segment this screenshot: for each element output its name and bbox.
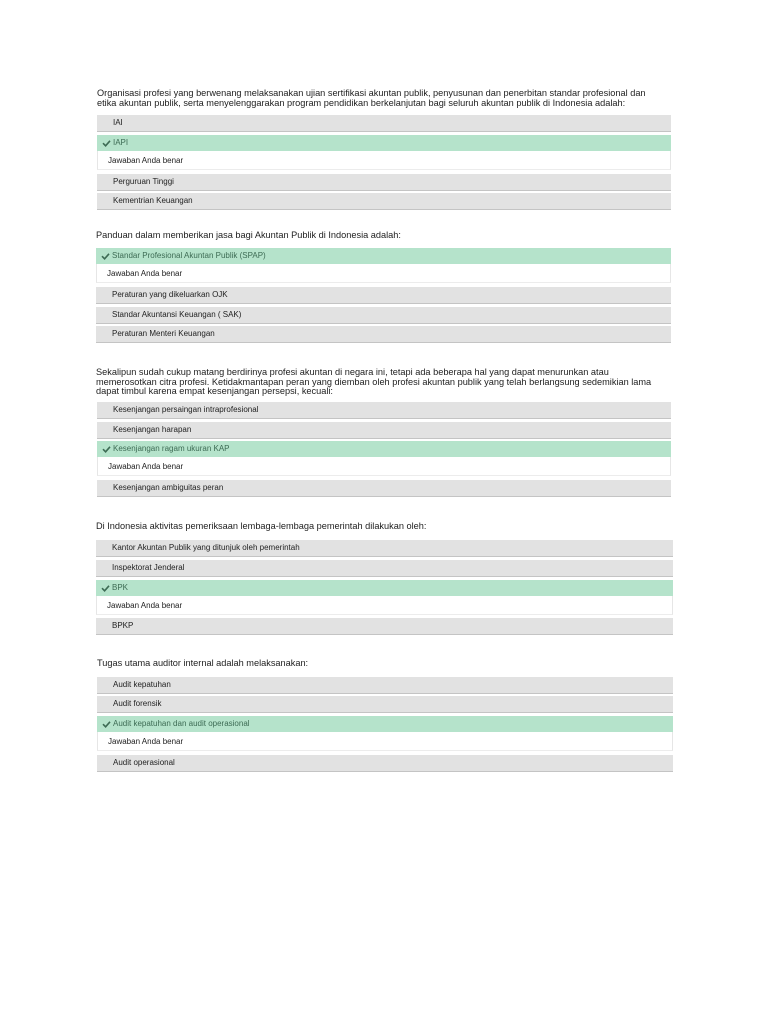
answer-option-correct[interactable] xyxy=(97,716,673,732)
answer-option[interactable]: Peraturan Menteri Keuangan xyxy=(96,326,671,342)
answer-label: Kesenjangan ragam ukuran KAP xyxy=(113,444,230,453)
checkmark-icon xyxy=(101,580,110,596)
answer-option[interactable]: Kesenjangan harapan xyxy=(97,422,671,438)
feedback-message: Jawaban Anda benar xyxy=(97,457,671,476)
checkmark-icon xyxy=(101,248,110,264)
answer-label: BPK xyxy=(112,583,129,592)
answer-option[interactable]: Kesenjangan persaingan intraprofesional xyxy=(97,402,671,418)
answer-option[interactable]: Audit kepatuhan xyxy=(97,677,673,693)
answer-option[interactable]: Standar Akuntansi Keuangan ( SAK) xyxy=(96,307,671,323)
answer-option[interactable]: Inspektorat Jenderal xyxy=(96,560,673,576)
checkmark-icon xyxy=(102,135,111,151)
question-text: Sekalipun sudah cukup matang berdirinya profesi akuntan di negara ini, tetapi ada beberapa hal yang dapat menurunkan atau memerosotkan citra profesi. Ketidakmantapan peran yang diemban oleh profesi akuntan publik yang telah berlangsung sedemikian lama dapat timbul karena empat kesenjangan persepsi, kecuali: xyxy=(96,367,652,396)
question-text: Tugas utama auditor internal adalah melaksanakan: xyxy=(97,658,309,668)
answer-option-correct[interactable] xyxy=(97,441,671,457)
question-text: Panduan dalam memberikan jasa bagi Akuntan Publik di Indonesia adalah: xyxy=(96,230,401,240)
checkmark-icon xyxy=(102,441,111,457)
feedback-message: Jawaban Anda benar xyxy=(96,596,673,615)
answer-option-correct[interactable] xyxy=(97,135,671,151)
answer-option-correct[interactable] xyxy=(96,580,673,596)
question-text: Di Indonesia aktivitas pemeriksaan lembaga-lembaga pemerintah dilakukan oleh: xyxy=(96,521,427,531)
answer-label: Audit kepatuhan dan audit operasional xyxy=(113,719,250,728)
answer-option[interactable]: Perguruan Tinggi xyxy=(97,174,671,190)
feedback-message: Jawaban Anda benar xyxy=(97,151,671,170)
feedback-message: Jawaban Anda benar xyxy=(96,264,671,283)
feedback-message: Jawaban Anda benar xyxy=(97,732,673,751)
answer-label: Standar Profesional Akuntan Publik (SPAP) xyxy=(112,251,266,260)
answer-option[interactable]: Audit operasional xyxy=(97,755,673,771)
answer-option[interactable]: Kementrian Keuangan xyxy=(97,193,671,209)
question-text: Organisasi profesi yang berwenang melaksanakan ujian sertifikasi akuntan publik, penyusunan dan penerbitan standar profesional dan etika akuntan publik, serta menyelenggarakan program pendidikan berkelanjutan bagi seluruh akuntan publik di Indonesia adalah: xyxy=(97,88,646,108)
answer-option[interactable]: Audit forensik xyxy=(97,696,673,712)
answer-option[interactable]: IAI xyxy=(97,115,671,131)
answer-option[interactable]: Kantor Akuntan Publik yang ditunjuk oleh pemerintah xyxy=(96,540,673,556)
answer-option[interactable]: Peraturan yang dikeluarkan OJK xyxy=(96,287,671,303)
answer-option[interactable]: BPKP xyxy=(96,618,673,634)
answer-option-correct[interactable] xyxy=(96,248,671,264)
checkmark-icon xyxy=(102,716,111,732)
answer-label: IAPI xyxy=(113,138,129,147)
answer-option[interactable]: Kesenjangan ambiguitas peran xyxy=(97,480,671,496)
